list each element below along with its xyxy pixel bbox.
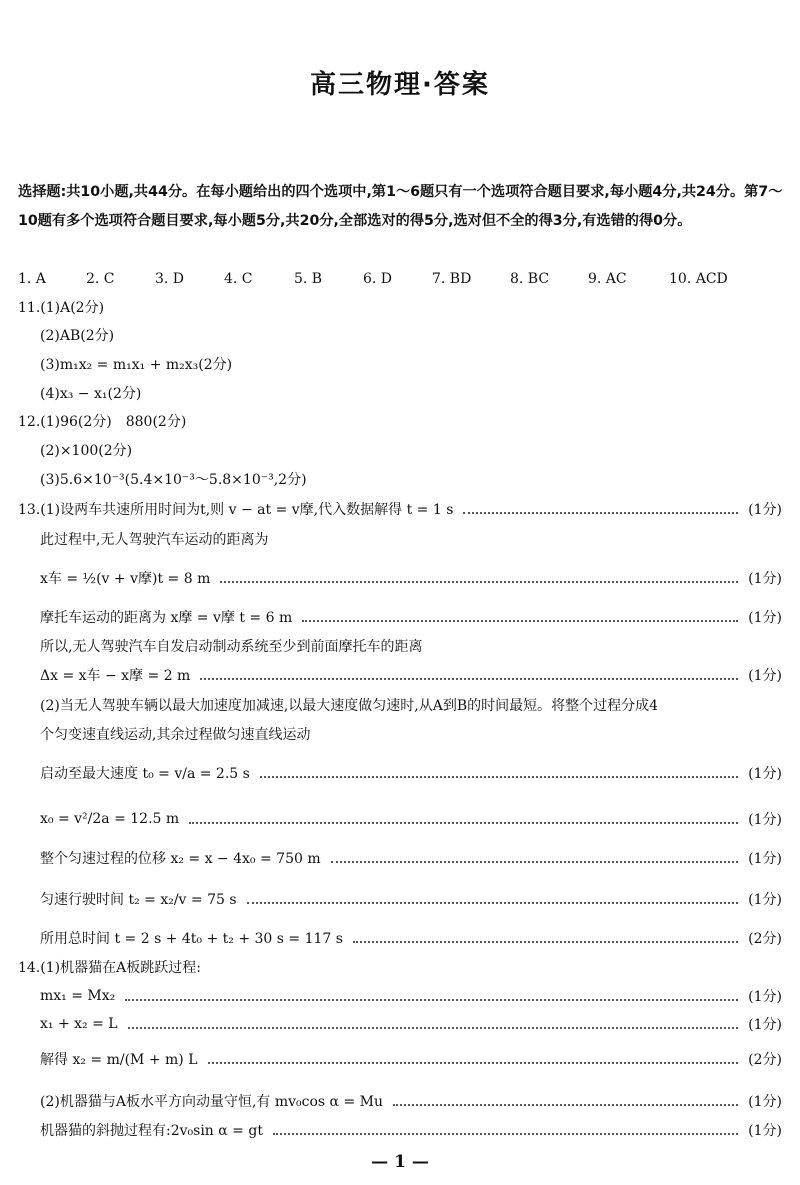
answer-line: (2)机器猫与A板水平方向动量守恒,有 mv₀cos α = Mu (1分) [40, 1088, 782, 1114]
mc-answer: 5. B [294, 271, 323, 287]
answer-line: 所以,无人驾驶汽车自发启动制动系统至少到前面摩托车的距离 [40, 639, 423, 655]
leader-dots [353, 940, 738, 943]
leader-dots [200, 677, 738, 680]
answer-line: 此过程中,无人驾驶汽车运动的距离为 [40, 532, 269, 548]
score-label: (1分) [748, 812, 782, 828]
answer-line: (2)当无人驾驶车辆以最大加速度加减速,以最大速度做匀速时,从A到B的时间最短。将整个过程分成4 [40, 698, 659, 714]
answer-line: (4)x₃ − x₁(2分) [40, 386, 142, 402]
answer-line: 11.(1)A(2分) [18, 300, 105, 316]
mc-answer: 9. AC [588, 271, 627, 287]
answer-line: (2)×100(2分) [40, 443, 133, 459]
score-label: (1分) [748, 851, 782, 867]
leader-dots [302, 619, 738, 622]
score-label: (1分) [748, 1017, 782, 1033]
answer-line: (3)m₁x₂ = m₁x₁ + m₂x₃(2分) [40, 357, 233, 373]
answer-line: 13.(1)设两车共速所用时间为t,则 v − at = v摩,代入数据解得 t = 1 s (1分) [18, 496, 782, 522]
mc-answer: 6. D [363, 271, 393, 287]
leader-dots [220, 580, 738, 583]
answer-line: 解得 x₂ = m/(M + m) L (2分) [40, 1046, 782, 1072]
leader-dots [128, 1026, 739, 1029]
mc-answer: 4. C [224, 271, 253, 287]
multiple-choice-answers [18, 268, 778, 292]
answer-line: mx₁ = Mx₂ (1分) [40, 988, 782, 1005]
answer-line: Δx = x车 − x摩 = 2 m (1分) [40, 662, 782, 688]
score-label: (2分) [748, 931, 782, 947]
leader-dots [463, 511, 738, 514]
answer-line: 启动至最大速度 t₀ = v/a = 2.5 s (1分) [40, 760, 782, 786]
answer-line: (2)AB(2分) [40, 328, 115, 344]
leader-dots [189, 821, 738, 824]
answer-line: x车 = ½(v + v摩)t = 8 m (1分) [40, 565, 782, 591]
intro-paragraph: 选择题:共10小题,共44分。在每小题给出的四个选项中,第1～6题只有一个选项符合题目要求,每小题4分,共24分。第7～10题有多个选项符合题目要求,每小题5分,共20分,全部选对的得5分,选对但不全的得3分,有选错的得0分。 [18, 184, 783, 229]
answer-line: 机器猫的斜抛过程有:2v₀sin α = gt (1分) [40, 1117, 782, 1143]
answer-line: 12.(1)96(2分) 880(2分) [18, 414, 187, 430]
score-label: (1分) [748, 989, 782, 1005]
page-title: 高三物理·答案 [310, 70, 490, 100]
score-label: (1分) [748, 502, 782, 518]
answer-line: x₁ + x₂ = L (1分) [40, 1016, 782, 1033]
leader-dots [247, 901, 739, 904]
answer-line: 摩托车运动的距离为 x摩 = v摩 t = 6 m (1分) [40, 604, 782, 630]
answer-line: 所用总时间 t = 2 s + 4t₀ + t₂ + 30 s = 117 s (2分) [40, 925, 782, 951]
mc-answer: 8. BC [510, 271, 550, 287]
mc-answer: 1. A [18, 271, 46, 287]
leader-dots [273, 1132, 738, 1135]
answer-line: (3)5.6×10⁻³(5.4×10⁻³～5.8×10⁻³,2分) [40, 472, 307, 488]
mc-answer: 2. C [86, 271, 115, 287]
leader-dots [393, 1103, 738, 1106]
answer-line: 匀速行驶时间 t₂ = x₂/v = 75 s (1分) [40, 886, 782, 912]
mc-answer: 7. BD [432, 271, 472, 287]
page-number: — 1 — [371, 1152, 429, 1172]
mc-answer: 3. D [155, 271, 185, 287]
answer-line: 14.(1)机器猫在A板跳跃过程: [18, 960, 201, 976]
answer-line: x₀ = v²/2a = 12.5 m (1分) [40, 811, 782, 828]
score-label: (1分) [748, 610, 782, 626]
leader-dots [260, 775, 738, 778]
answer-line: 个匀变速直线运动,其余过程做匀速直线运动 [40, 727, 311, 743]
score-label: (2分) [748, 1052, 782, 1068]
score-label: (1分) [748, 571, 782, 587]
leader-dots [125, 998, 738, 1001]
mc-answer: 10. ACD [669, 271, 728, 287]
score-label: (1分) [748, 766, 782, 782]
answer-line: 整个匀速过程的位移 x₂ = x − 4x₀ = 750 m (1分) [40, 845, 782, 871]
score-label: (1分) [748, 1094, 782, 1110]
score-label: (1分) [748, 1123, 782, 1139]
score-label: (1分) [748, 892, 782, 908]
leader-dots [331, 860, 739, 863]
score-label: (1分) [748, 668, 782, 684]
leader-dots [208, 1061, 739, 1064]
